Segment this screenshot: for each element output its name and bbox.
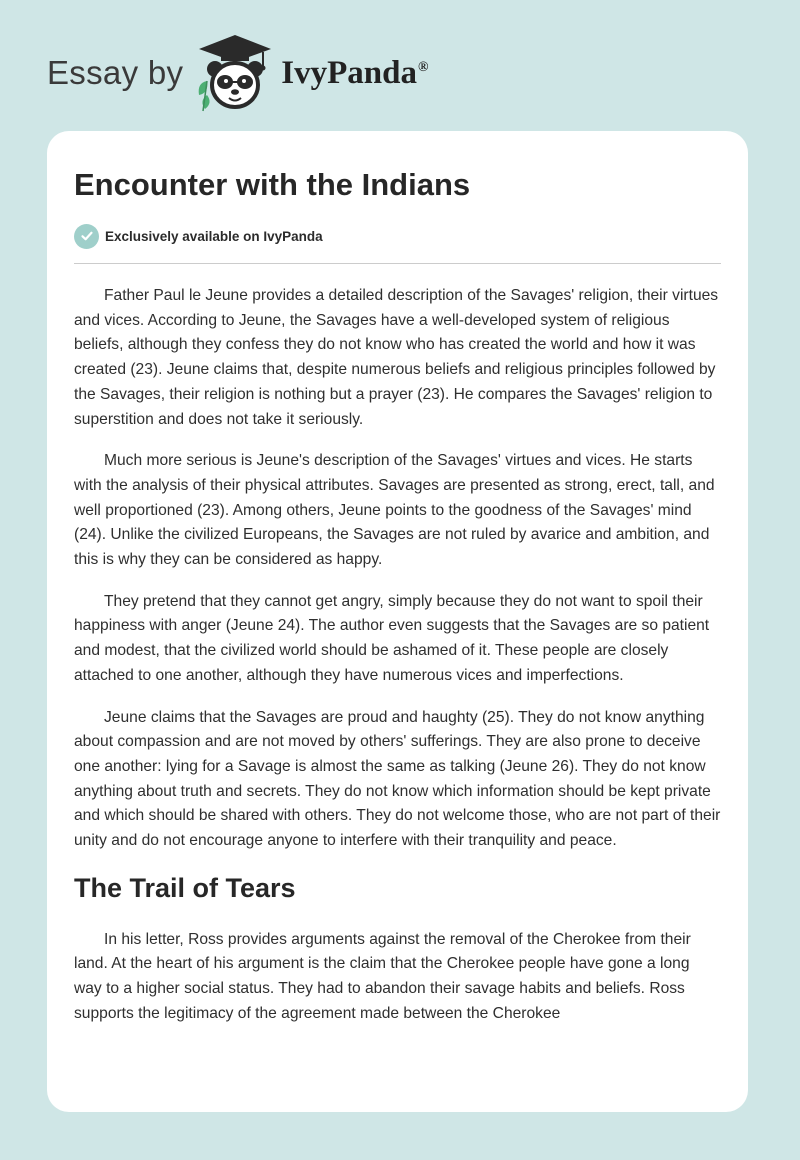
paragraph: Father Paul le Jeune provides a detailed description of the Savages' religion, their virtues and vices. According to Jeune, the Savages have a well-developed system of religious beliefs, although they confess they do not know who has created the world and how it was created (23). Jeune claims that, despite numerous beliefs and religious principles followed by the Savages, their religion is nothing but a prayer (23). He compares the Savages' religion to superstition and does not take it seriously. (74, 287, 719, 428)
paragraph: They pretend that they cannot get angry, simply because they do not want to spoil their happiness with anger (Jeune 24). The author even suggests that the Savages are so patient and modest, that the civilized world should be ashamed of it. These people are closely attached to one another, although they have numerous vices and imperfections. (74, 592, 710, 684)
essay-title: Encounter with the Indians (74, 167, 471, 202)
logo-prefix: Essay by (47, 54, 184, 91)
paragraph: Much more serious is Jeune's description of the Savages' virtues and vices. He starts with the analysis of their physical attributes. Savages are presented as strong, erect, tall, and well proportioned (23). Among others, Jeune points to the goodness of the Savages' mind (24). Unlike the civilized Europeans, the Savages are not ruled by avarice and ambition, and this is why they can be considered as happy. (74, 452, 715, 569)
panda-mascot-icon (193, 31, 277, 115)
divider (74, 263, 721, 264)
site-logo[interactable] (47, 28, 428, 118)
paragraph: Jeune claims that the Savages are proud and haughty (25). They do not know anything about compassion and are not moved by others' sufferings. They are also prone to deceive one another: lying for a Savage is almost the same as talking (Jeune 26). They do not know anything about truth and secrets. They do not know which information should be kept private and which should be shared with others. They do not welcome those, who are not part of their unity and do not encourage anyone to interfere with their tranquility and peace. (74, 708, 721, 850)
logo-brand-name: IvyPanda® (281, 54, 429, 91)
checkmark-icon (74, 224, 99, 249)
paragraph: In his letter, Ross provides arguments against the removal of the Cherokee from their land. At the heart of his argument is the claim that the Cherokee people have gone a long way to a higher social status. They had to abandon their savage habits and beliefs. Ross supports the legitimacy of the agreement made between the Cherokee (74, 930, 691, 1022)
section-heading: The Trail of Tears (74, 872, 296, 903)
site-header (0, 0, 800, 125)
exclusive-badge-label: Exclusively available on IvyPanda (105, 228, 323, 244)
essay-card (47, 131, 748, 1112)
exclusive-badge (74, 223, 721, 249)
